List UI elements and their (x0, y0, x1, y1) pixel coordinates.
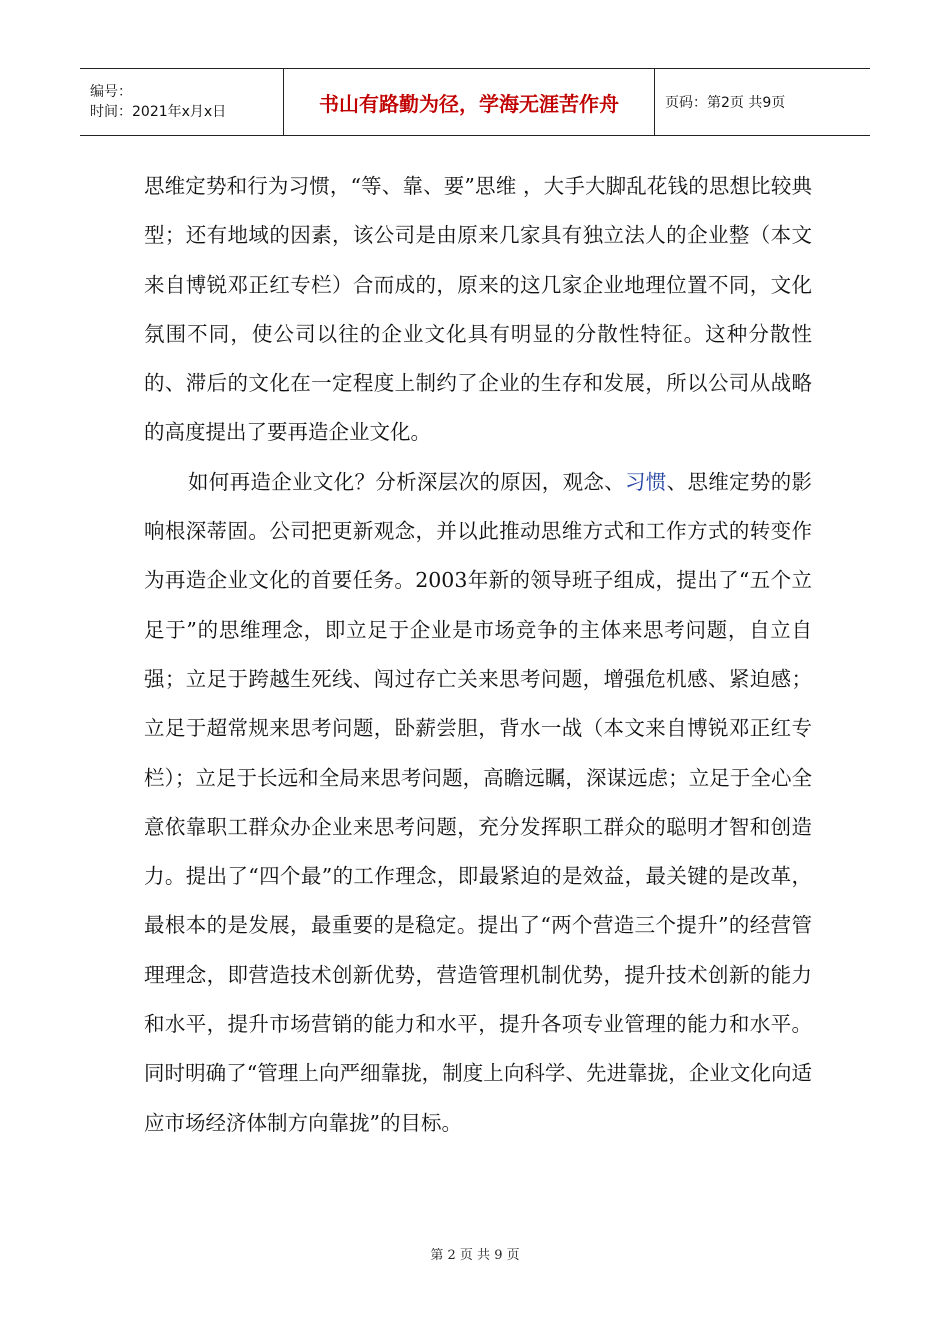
header-motto-cell (283, 69, 655, 135)
header-page-cell (655, 69, 870, 135)
paragraph-1: 思维定势和行为习惯，“等、靠、要”思维 ，大手大脚乱花钱的思想比较典型；还有地域的因素，该公司是由原来几家具有独立法人的企业整（本文来自博锐邓正红专栏）合而成的，原来的这几家企业地理位置不同，文化氛围不同，使公司以往的企业文化具有明显的分散性特征。这种分散性的、滞后的文化在一定程度上制约了企业的生存和发展，所以公司从战略的高度提出了要再造企业文化。 (144, 174, 812, 445)
header-page-label: 页码：第2页 共9页 (665, 95, 786, 111)
paragraph-2-rest: 、思维定势的影响根深蒂固。公司把更新观念，并以此推动思维方式和工作方式的转变作为再造企业文化的首要任务。2003年新的领导班子组成，提出了“五个立足于”的思维理念，即立足于企业是市场竞争的主体来思考问题，自立自强；立足于跨越生死线、闯过存亡关来思考问题，增强危机感、紧迫感；立足于超常规来思考问题，卧薪尝胆，背水一战（本文来自博锐邓正红专栏）；立足于长远和全局来思考问题，高瞻远瞩，深谋远虑；立足于全心全意依靠职工群众办企业来思考问题，充分发挥职工群众的聪明才智和创造力。提出了“四个最”的工作理念，即最紧迫的是效益，最关键的是改革，最根本的是发展，最重要的是稳定。提出了“两个营造三个提升”的经营管理理念，即营造技术创新优势，营造管理机制优势，提升技术创新的能力和水平，提升市场营销的能力和水平，提升各项专业管理的能力和水平。同时明确了“管理上向严细靠拢，制度上向科学、先进靠拢，企业文化向适应市场经济体制方向靠拢”的目标。 (144, 469, 813, 1135)
paragraph-2-start: 如何再造企业文化？分析深层次的原因，观念、 (188, 469, 626, 494)
habit-link[interactable]: 习惯 (625, 469, 667, 494)
header-meta (80, 69, 283, 135)
paragraph-2 (144, 458, 812, 1148)
document-number-label: 编号： (90, 84, 132, 100)
page-footer: 第 2 页 共 9 页 (430, 1248, 520, 1263)
header-motto: 书山有路勤为径，学海无涯苦作舟 (319, 91, 619, 116)
document-date-label: 时间：2021年x月x日 (90, 104, 227, 120)
document-body (144, 162, 812, 1148)
document-header (80, 68, 870, 136)
